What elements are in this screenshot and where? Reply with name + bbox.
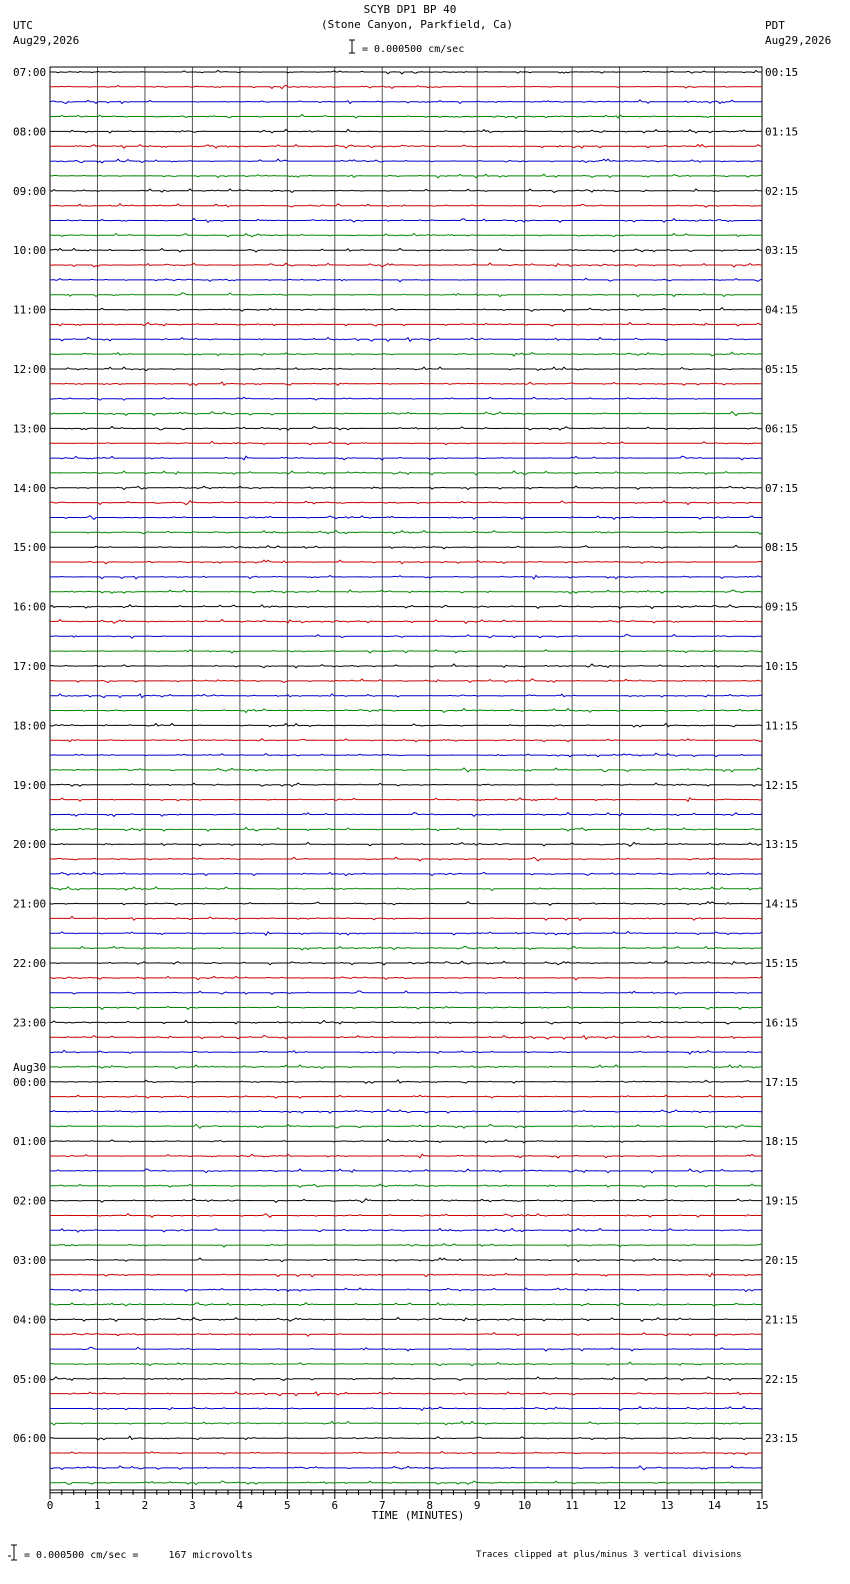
trace-line	[50, 545, 762, 549]
trace-line	[50, 813, 762, 817]
date-change-label: Aug30	[13, 1060, 47, 1074]
trace-line	[50, 1169, 762, 1173]
trace-line	[50, 145, 762, 149]
plot-frame	[50, 67, 762, 1493]
left-time-label: 21:00	[13, 897, 47, 911]
trace-line	[50, 887, 762, 891]
trace-line	[50, 129, 762, 133]
x-tick-label: 12	[612, 1499, 627, 1512]
trace-line	[50, 1050, 762, 1054]
right-time-label: 01:15	[765, 125, 799, 139]
trace-line	[50, 1481, 762, 1485]
trace-line	[50, 1258, 762, 1262]
x-tick-label: 7	[378, 1499, 386, 1512]
title-line-2: (Stone Canyon, Parkfield, Ca)	[320, 18, 514, 31]
trace-line	[50, 753, 762, 757]
right-time-label: 03:15	[765, 244, 799, 258]
trace-line	[50, 516, 762, 520]
trace-line	[50, 694, 762, 698]
trace-line	[50, 1124, 762, 1128]
x-tick-label: 1	[94, 1499, 101, 1512]
x-tick-label: 14	[707, 1499, 722, 1512]
right-time-label: 05:15	[765, 363, 799, 376]
footer-clip-note: Traces clipped at plus/minus 3 vertical divisions	[476, 1550, 742, 1560]
trace-line	[50, 1035, 762, 1039]
trace-line	[50, 1139, 762, 1142]
trace-line	[50, 1244, 762, 1247]
trace-line	[50, 382, 762, 386]
trace-line	[50, 709, 762, 713]
trace-line	[50, 1214, 762, 1218]
trace-line	[50, 723, 762, 727]
left-time-label: 01:00	[13, 1135, 47, 1149]
right-timezone: PDT	[765, 19, 785, 32]
trace-line	[50, 932, 762, 936]
trace-line	[50, 397, 762, 400]
trace-line	[50, 1154, 762, 1158]
right-time-label: 06:15	[765, 422, 799, 436]
right-time-label: 21:15	[765, 1313, 799, 1327]
trace-line	[50, 1407, 762, 1411]
trace-line	[50, 635, 762, 639]
x-tick-label: 6	[331, 1499, 339, 1512]
trace-line	[50, 1436, 762, 1440]
right-time-label: 04:15	[765, 303, 799, 317]
left-timezone: UTC	[13, 19, 33, 32]
trace-line	[50, 100, 762, 104]
x-tick-label: 11	[565, 1499, 579, 1512]
trace-line	[50, 263, 762, 267]
left-time-label: 19:00	[13, 778, 47, 792]
left-time-label: 08:00	[13, 125, 47, 139]
trace-line	[50, 1020, 762, 1024]
trace-line	[50, 1065, 762, 1069]
title-line-1: SCYB DP1 BP 40	[363, 3, 457, 16]
trace-line	[50, 456, 762, 460]
right-time-label: 20:15	[765, 1254, 799, 1267]
x-axis-label: TIME (MINUTES)	[371, 1509, 465, 1522]
trace-line	[50, 842, 762, 846]
left-time-label: 07:00	[13, 66, 47, 79]
trace-line	[50, 441, 762, 445]
left-time-label: 14:00	[13, 481, 47, 495]
left-time-label: 05:00	[13, 1372, 47, 1386]
right-time-label: 02:15	[765, 184, 799, 198]
x-tick-label: 13	[660, 1499, 674, 1512]
trace-line	[50, 530, 762, 534]
trace-line	[50, 412, 762, 416]
left-time-label: 22:00	[13, 957, 47, 970]
trace-line	[50, 664, 762, 668]
right-date: Aug29,2026	[765, 34, 832, 47]
trace-line	[50, 337, 762, 341]
trace-line	[50, 427, 762, 431]
footer-scale-icon	[8, 1544, 22, 1562]
trace-line	[50, 1421, 762, 1425]
left-time-label: 17:00	[13, 660, 47, 673]
right-time-label: 15:15	[765, 957, 799, 970]
left-time-label: 10:00	[13, 244, 47, 258]
left-time-label: 04:00	[13, 1313, 47, 1327]
left-time-label: 13:00	[13, 422, 47, 436]
left-date: Aug29,2026	[13, 34, 80, 47]
trace-line	[50, 679, 762, 683]
trace-line	[50, 233, 762, 237]
trace-line	[50, 308, 762, 312]
right-time-label: 12:15	[765, 778, 799, 792]
trace-line	[50, 798, 762, 802]
trace-line	[50, 352, 762, 356]
trace-line	[50, 1110, 762, 1114]
trace-line	[50, 917, 762, 921]
x-tick-label: 4	[236, 1499, 244, 1512]
right-time-label: 23:15	[765, 1432, 799, 1446]
trace-line	[50, 1006, 762, 1009]
x-tick-label: 15	[755, 1499, 769, 1512]
x-tick-label: 8	[426, 1499, 434, 1512]
trace-line	[50, 768, 762, 772]
scale-label: = 0.000500 cm/sec	[362, 44, 465, 55]
left-time-label: 02:00	[13, 1194, 47, 1208]
right-time-label: 19:15	[765, 1194, 799, 1208]
x-tick-label: 10	[518, 1499, 532, 1512]
left-time-label: 12:00	[13, 363, 47, 376]
trace-line	[50, 620, 762, 624]
trace-line	[50, 278, 762, 282]
left-time-label: 16:00	[13, 600, 47, 614]
trace-line	[50, 323, 762, 327]
trace-line	[50, 857, 762, 861]
left-time-label: 06:00	[13, 1432, 47, 1446]
trace-line	[50, 159, 762, 163]
trace-line	[50, 1184, 762, 1187]
trace-line	[50, 471, 762, 475]
trace-line	[50, 872, 762, 876]
trace-line	[50, 1199, 762, 1203]
trace-line	[50, 1347, 762, 1351]
trace-line	[50, 1377, 762, 1381]
trace-line	[50, 961, 762, 965]
trace-line	[50, 1303, 762, 1307]
x-tick-label: 9	[473, 1499, 481, 1512]
x-tick-label: 0	[46, 1499, 54, 1512]
left-time-label: 09:00	[13, 184, 47, 198]
right-time-label: 13:15	[765, 838, 799, 852]
trace-line	[50, 605, 762, 609]
left-time-label: 00:00	[13, 1075, 47, 1089]
trace-line	[50, 293, 762, 297]
left-time-label: 20:00	[13, 838, 47, 852]
trace-line	[50, 1333, 762, 1337]
trace-line	[50, 1095, 762, 1098]
trace-line	[50, 976, 762, 980]
right-time-label: 10:15	[765, 660, 799, 673]
trace-line	[50, 1318, 762, 1322]
trace-line	[50, 70, 762, 74]
right-time-label: 22:15	[765, 1372, 799, 1386]
x-tick-label: 2	[141, 1499, 149, 1512]
left-time-label: 11:00	[13, 303, 47, 317]
trace-line	[50, 739, 762, 742]
trace-line	[50, 486, 762, 490]
trace-line	[50, 204, 762, 208]
right-time-label: 09:15	[765, 600, 799, 614]
x-tick-label: 5	[284, 1499, 291, 1512]
left-time-label: 23:00	[13, 1016, 47, 1030]
trace-line	[50, 1080, 762, 1084]
trace-line	[50, 501, 762, 505]
trace-line	[50, 85, 762, 88]
right-time-label: 07:15	[765, 481, 799, 495]
right-time-label: 16:15	[765, 1016, 799, 1030]
right-time-label: 08:15	[765, 541, 799, 555]
trace-line	[50, 1362, 762, 1366]
trace-line	[50, 219, 762, 223]
trace-line	[50, 590, 762, 594]
trace-line	[50, 115, 762, 119]
trace-line	[50, 991, 762, 995]
x-tick-label: 3	[189, 1499, 196, 1512]
trace-line	[50, 1228, 762, 1232]
footer-scale-bar	[8, 1544, 22, 1566]
trace-line	[50, 1288, 762, 1292]
right-time-label: 14:15	[765, 897, 799, 911]
right-time-label: 18:15	[765, 1135, 799, 1149]
left-time-label: 18:00	[13, 719, 47, 733]
trace-line	[50, 827, 762, 831]
trace-line	[50, 1466, 762, 1470]
trace-line	[50, 575, 762, 579]
trace-line	[50, 902, 762, 906]
trace-line	[50, 560, 762, 564]
right-time-label: 11:15	[765, 719, 799, 733]
left-time-label: 15:00	[13, 541, 47, 555]
trace-line	[50, 248, 762, 252]
left-time-label: 03:00	[13, 1254, 47, 1267]
trace-line	[50, 1452, 762, 1455]
trace-line	[50, 1392, 762, 1396]
trace-line	[50, 1273, 762, 1277]
right-time-label: 17:15	[765, 1075, 799, 1089]
trace-line	[50, 650, 762, 653]
footer-scale-text: = 0.000500 cm/sec = 167 microvolts	[24, 1550, 253, 1561]
trace-line	[50, 174, 762, 178]
trace-line	[50, 367, 762, 371]
trace-line	[50, 946, 762, 950]
trace-line	[50, 783, 762, 787]
right-time-label: 00:15	[765, 66, 799, 79]
trace-line	[50, 189, 762, 193]
